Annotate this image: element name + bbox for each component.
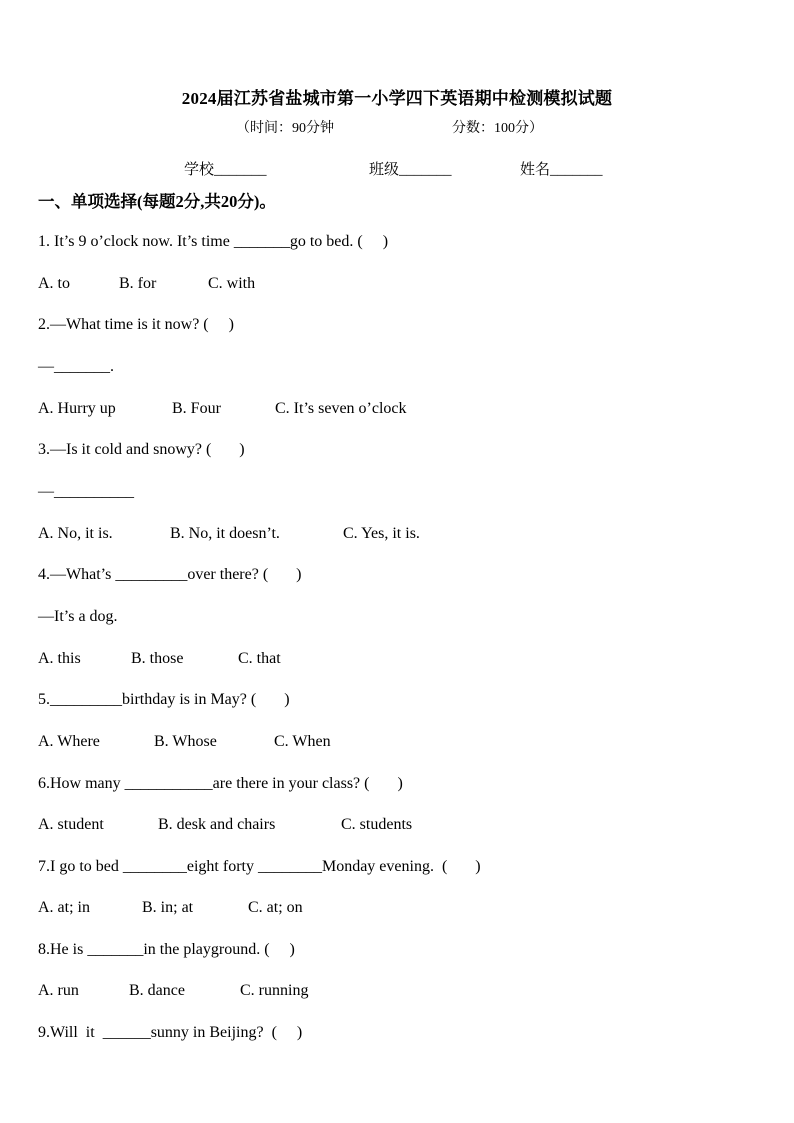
q8-option-a: A. run	[38, 982, 79, 999]
q4-option-c: C. that	[238, 650, 281, 667]
question-3-stem: 3.—Is it cold and snowy? ( )	[38, 441, 245, 458]
page-title: 2024届江苏省盐城市第一小学四下英语期中检测模拟试题	[181, 89, 613, 108]
question-4-stem: 4.—What’s _________over there? ( )	[38, 566, 302, 583]
q6-option-c: C. students	[341, 816, 413, 833]
q8-option-b: B. dance	[129, 982, 185, 999]
question-1-stem: 1. It’s 9 o’clock now. It’s time _______go to bed. ( )	[38, 233, 389, 250]
question-2-answer-line: —_______.	[38, 358, 114, 375]
school-field: 学校_______	[184, 162, 267, 178]
q3-option-a: A. No, it is.	[38, 525, 113, 542]
q7-option-c: C. at; on	[248, 899, 303, 916]
question-7-stem: 7.I go to bed ________eight forty ________Monday evening. ( )	[38, 858, 481, 875]
q1-option-b: B. for	[119, 275, 157, 292]
question-8-stem: 8.He is _______in the playground. ( )	[38, 941, 295, 958]
class-field: 班级_______	[369, 162, 452, 178]
q2-option-c: C. It’s seven o’clock	[275, 400, 407, 417]
question-9-stem: 9.Will it ______sunny in Beijing? ( )	[38, 1024, 303, 1041]
q2-option-a: A. Hurry up	[38, 400, 116, 417]
q4-option-b: B. those	[131, 650, 184, 667]
q7-option-a: A. at; in	[38, 899, 90, 916]
q5-option-a: A. Where	[38, 733, 100, 750]
q5-option-b: B. Whose	[154, 733, 217, 750]
question-2-stem: 2.—What time is it now? ( )	[38, 316, 234, 333]
q2-option-b: B. Four	[172, 400, 221, 417]
q3-option-c: C. Yes, it is.	[343, 525, 420, 542]
question-3-answer-line: —__________	[38, 483, 134, 500]
q6-option-a: A. student	[38, 816, 104, 833]
q1-option-a: A. to	[38, 275, 70, 292]
q7-option-b: B. in; at	[142, 899, 194, 916]
exam-score: 分数：100分）	[452, 121, 543, 136]
question-4-answer-line: —It’s a dog.	[38, 608, 118, 625]
question-6-stem: 6.How many ___________are there in your class? ( )	[38, 775, 403, 792]
name-field: 姓名_______	[520, 162, 603, 178]
q8-option-c: C. running	[240, 982, 309, 999]
section-heading: 一、单项选择(每题2分,共20分)。	[38, 192, 276, 211]
q4-option-a: A. this	[38, 650, 81, 667]
exam-time: （时间：90分钟	[236, 121, 334, 136]
q6-option-b: B. desk and chairs	[158, 816, 276, 833]
q5-option-c: C. When	[274, 733, 331, 750]
question-5-stem: 5._________birthday is in May? ( )	[38, 691, 290, 708]
q1-option-c: C. with	[208, 275, 256, 292]
q3-option-b: B. No, it doesn’t.	[170, 525, 280, 542]
